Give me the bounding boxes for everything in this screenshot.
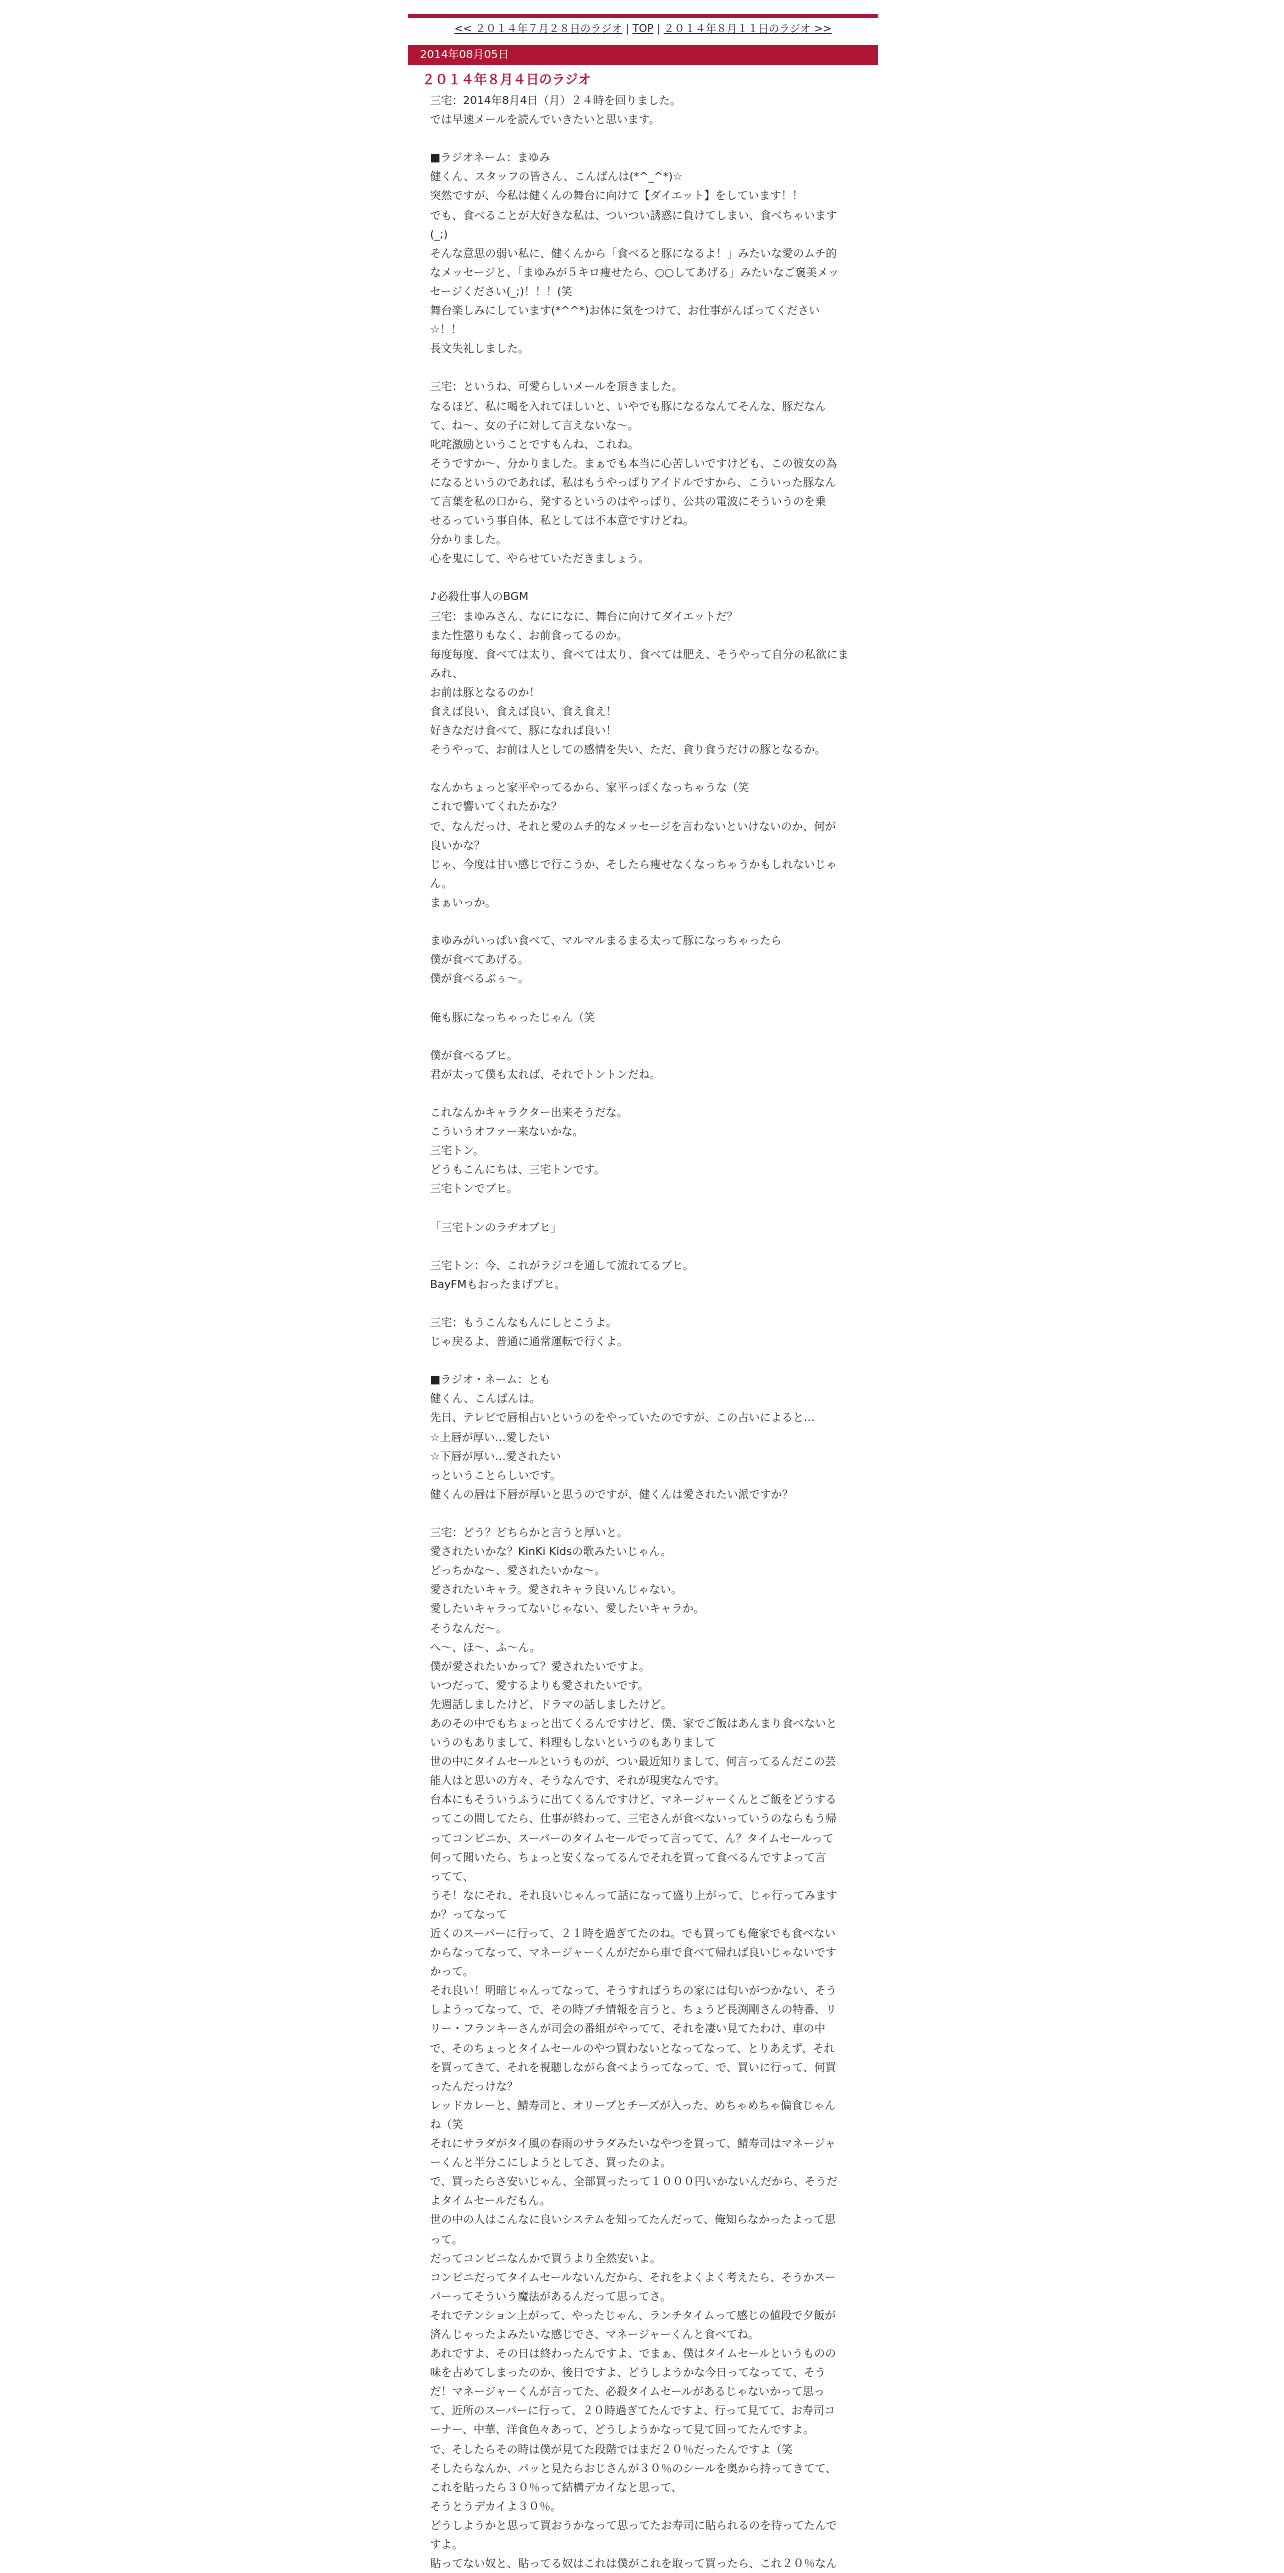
body-line: まゆみがいっぱい食べて、マルマルまるまる太って豚になっちゃったら <box>430 934 782 948</box>
body-line: それ良い！明暗じゃんってなって、そうすればうちの家には匂いがつかない、そう <box>430 1984 837 1998</box>
body-line: って。 <box>430 2232 463 2246</box>
body-line <box>430 358 878 377</box>
body-line: すよ。 <box>430 2538 463 2551</box>
body-line: ■ラジオネーム：まゆみ <box>430 151 551 165</box>
body-line: そしたらなんか、パッと見たらおじさんが３０％のシールを奥から持ってきてて、 <box>430 2461 837 2475</box>
body-line: ってこの間してたら、仕事が終わって、三宅さんが食べないっていうのならもう帰 <box>430 1812 837 1826</box>
body-line: じゃ戻るよ、普通に通常運転で行くよ。 <box>430 1335 628 1349</box>
body-line: 三宅：2014年8月4日（月）２４時を回りました。 <box>430 94 681 107</box>
body-line: て、近所のスーパーに行って、２０時過ぎてたんですよ、行って見てて、お寿司コ <box>430 2404 836 2418</box>
body-line: こういうオファー来ないかな。 <box>430 1125 584 1139</box>
body-line: 能人はと思いの方々、そうなんです、それが現実なんです。 <box>430 1774 726 1788</box>
body-line: 世の中の人はこんなに良いシステムを知ってたんだって、俺知らなかったよって思 <box>430 2213 836 2227</box>
body-line: 「三宅トンのラヂオブヒ」 <box>430 1220 562 1234</box>
body-line: 心を鬼にして、やらせていただきましょう。 <box>430 552 650 566</box>
body-line: 食えば良い、食えば良い、食え食え！ <box>430 705 617 718</box>
body-line: そうですか～、分かりました。まぁでも本当に心苦しいですけども、この彼女の為 <box>430 456 837 470</box>
body-line: なんかちょっと家平やってるから、家平っぽくなっちゃうな（笑 <box>430 781 749 795</box>
body-line: また性懲りもなく、お前食ってるのか。 <box>430 628 628 642</box>
body-line: 貼ってない奴と、貼ってる奴はこれは僕がこれを取って買ったら、これ２０％なん <box>430 2557 837 2571</box>
body-line <box>430 1198 878 1217</box>
body-line: で、なんだっけ、それと愛のムチ的なメッセージを言わないといけないのか、何が <box>430 819 836 833</box>
top-link[interactable]: TOP <box>632 23 654 35</box>
body-line: ーナー、中華、洋食色々あって、どうしようかなって見て回ってたんですよ。 <box>430 2423 815 2437</box>
body-line: 三宅：どう？どちらかと言うと厚いと。 <box>430 1526 628 1540</box>
body-line: ♪必殺仕事人のBGM <box>430 590 529 604</box>
body-line: しようってなって、で、その時プチ情報を言うと、ちょうど長渕剛さんの特番、リ <box>430 2003 837 2017</box>
body-line: どうもこんにちは、三宅トンです。 <box>430 1163 606 1177</box>
body-line: 三宅トンでブヒ。 <box>430 1182 518 1196</box>
body-line: どうしようかと思って買おうかなって思ってたお寿司に貼られるのを待ってたんで <box>430 2518 837 2532</box>
body-line: ってて、 <box>430 1869 474 1883</box>
body-line: BayFMもおったまげブヒ。 <box>430 1277 566 1291</box>
entry-body <box>430 91 878 2573</box>
body-line: 先週話しましたけど、ドラマの話しましたけど。 <box>430 1697 672 1711</box>
body-line: 済んじゃったよみたいな感じでさ、マネージャーくんと食べてね。 <box>430 2327 760 2341</box>
body-line <box>430 912 878 931</box>
body-line: (_;) <box>430 227 448 241</box>
body-line: 三宅トン。 <box>430 1144 485 1158</box>
body-line: だ！マネージャーくんが言ってた、必殺タイムセールがあるじゃないかって思っ <box>430 2385 825 2399</box>
body-line: ☆上唇が厚い…愛したい <box>430 1430 550 1444</box>
body-line: 突然ですが、今私は健くんの舞台に向けて【ダイエット】をしています！！ <box>430 189 804 203</box>
body-line: それにサラダがタイ風の春雨のサラダみたいなやつを買って、鯖寿司はマネージャ <box>430 2137 836 2151</box>
body-line: 僕が食べてあげる。 <box>430 953 529 967</box>
prev-entry-link[interactable]: << ２０１４年７月２８日のラジオ <box>454 23 623 35</box>
body-line: コンビニだってタイムセールないんだから、それをよくよく考えたら、そうかスー <box>430 2270 836 2284</box>
body-line <box>430 1027 878 1046</box>
body-line: ってコンビニか、スーパーのタイムセールでって言ってて、ん？タイムセールって <box>430 1831 834 1845</box>
body-line: これで響いてくれたかな？ <box>430 800 562 814</box>
body-line: お前は豚となるのか！ <box>430 685 540 699</box>
body-line: か？ってなって <box>430 1907 507 1921</box>
nav-separator: | <box>656 23 661 35</box>
body-line: まぁいっか。 <box>430 895 496 909</box>
body-line: 健くん、スタッフの皆さん、こんばんは(*^_^*)☆ <box>430 170 683 184</box>
body-line: 叱咤激励ということですもんね、これね。 <box>430 437 639 451</box>
body-line: そうとうデカイよ３０％。 <box>430 2499 562 2513</box>
body-line: そうなんだ～。 <box>430 1621 507 1635</box>
body-line: 先日、テレビで唇相占いというのをやっていたのですが、この占いによると… <box>430 1411 815 1425</box>
body-line: でも、食べることが大好きな私は、ついつい誘惑に負けてしまい、食べちゃいます <box>430 208 837 222</box>
body-line: かって。 <box>430 1965 474 1979</box>
body-line: よタイムセールだもん。 <box>430 2194 551 2208</box>
body-line: では早速メールを読んでいきたいと思います。 <box>430 113 660 127</box>
body-line: 三宅：もうこんなもんにしとこうよ。 <box>430 1316 617 1329</box>
body-line <box>430 988 878 1007</box>
body-line: それでテンション上がって、やったじゃん、ランチタイムって感じの値段で夕飯が <box>430 2308 836 2322</box>
body-line: 愛したいキャラってないじゃない、愛したいキャラか。 <box>430 1602 705 1616</box>
body-line <box>430 1084 878 1103</box>
body-line: なメッセージと、「まゆみが５キロ痩せたら、○○してあげる」みたいなご褒美メッ <box>430 265 840 279</box>
body-line: じゃ、今度は甘い感じで行こうか、そしたら痩せなくなっちゃうかもしれないじゃ <box>430 857 837 871</box>
body-line <box>430 759 878 778</box>
body-line: ったんだっけな？ <box>430 2079 518 2093</box>
body-line: 健くんの唇は下唇が厚いと思うのですが、健くんは愛されたい派ですか？ <box>430 1487 793 1501</box>
body-line: みれ、 <box>430 666 464 680</box>
body-line: 世の中にタイムセールというものが、つい最近知りまして、何言ってるんだこの芸 <box>430 1755 836 1769</box>
body-line: 君が太って僕も太れば、それでトントンだね。 <box>430 1067 661 1081</box>
entry-date-bar: 2014年08月05日 <box>408 45 878 65</box>
body-line: へ～、ほ～、ふ～ん。 <box>430 1640 541 1654</box>
body-line: せるっていう事自体、私としては不本意ですけどね。 <box>430 514 694 528</box>
body-line: パーってそういう魔法があるんだって思ってさ。 <box>430 2289 672 2303</box>
body-line: っということらしいです。 <box>430 1468 562 1482</box>
body-line: 舞台楽しみにしています(*^^*)お体に気をつけて、お仕事がんばってください <box>430 304 820 318</box>
body-line: 俺も豚になっちゃったじゃん（笑 <box>430 1010 595 1024</box>
body-line: あのその中でもちょっと出てくるんですけど、僕、家でご飯はあんまり食べないと <box>430 1716 837 1730</box>
body-line: ■ラジオ・ネーム：とも <box>430 1373 551 1387</box>
body-line: 長文失礼しました。 <box>430 342 529 356</box>
body-line: あれですよ、その日は終わったんですよ、でまぁ、僕はタイムセールというものの <box>430 2347 837 2361</box>
body-line: レッドカレーと、鯖寿司と、オリーブとチーズが入った、めちゃめちゃ偏食じゃん <box>430 2098 836 2112</box>
body-line: 三宅トン：今、これがラジコを通して流れてるブヒ。 <box>430 1258 694 1272</box>
body-line <box>430 1237 878 1256</box>
body-line <box>430 129 878 148</box>
body-line: 三宅：というね、可愛らしいメールを頂きました。 <box>430 380 683 394</box>
body-line <box>430 1351 878 1370</box>
body-line: そんな意思の弱い私に、健くんから「食べると豚になるよ！」みたいな愛のムチ的 <box>430 246 837 260</box>
body-line: 健くん、こんばんは。 <box>430 1392 541 1406</box>
body-line: ☆！！ <box>430 323 462 337</box>
body-line <box>430 568 878 587</box>
body-line <box>430 1294 878 1313</box>
entry-navigation <box>408 20 878 38</box>
body-line: うそ！なにそれ、それ良いじゃんって話になって盛り上がって、じゃ行ってみます <box>430 1888 838 1902</box>
body-line: で、そのちょっとタイムセールのやつ買わないとなってなって、とりあえず、それ <box>430 2041 835 2055</box>
body-line: そうやって、お前は人としての感情を失い、ただ、貪り食うだけの豚となるか。 <box>430 743 826 757</box>
body-line <box>430 1504 878 1523</box>
body-line: これを貼ったら３０％って結構デカイなと思って、 <box>430 2480 683 2494</box>
body-line: 好きなだけ食べて、豚になれば良い！ <box>430 724 617 738</box>
body-line: て言葉を私の口から、発するというのはやっぱり、公共の電波にそういうのを乗 <box>430 494 826 508</box>
body-line: ね（笑 <box>430 2117 463 2131</box>
body-line: なるほど、私に喝を入れてほしいと、いやでも豚になるなんてそんな、豚だなん <box>430 399 826 413</box>
blog-page <box>408 0 878 2573</box>
body-line: 愛されたいキャラ。愛されキャラ良いんじゃない。 <box>430 1583 683 1597</box>
body-line: からなってなって、マネージャーくんがだから車で食べて帰れば良いじゃないです <box>430 1946 837 1960</box>
next-entry-link[interactable]: ２０１４年８月１１日のラジオ >> <box>663 23 832 35</box>
body-line: 良いかな？ <box>430 838 485 852</box>
body-line: 僕が食べるブヒ。 <box>430 1048 518 1062</box>
body-line: だってコンビニなんかで買うより全然安いよ。 <box>430 2251 661 2265</box>
body-line: 味を占めてしまったのか、後日ですよ、どうしようかな今日ってなってて、そう <box>430 2366 826 2380</box>
body-line: 近くのスーパーに行って、２１時を過ぎてたのね。でも買っても俺家でも食べない <box>430 1927 836 1940</box>
body-line: になるというのであれば、私はもうやっぱりアイドルですから、こういった豚なん <box>430 475 837 489</box>
body-line: ーくんと半分こにしようとしてさ、買ったのよ。 <box>430 2156 672 2170</box>
body-line: どっちかな～、愛されたいかな～。 <box>430 1564 606 1578</box>
body-line: ☆下唇が厚い…愛されたい <box>430 1449 561 1463</box>
body-line: て、ね～、女の子に対して言えないな～。 <box>430 418 639 432</box>
body-line: 三宅：まゆみさん、なにになに、舞台に向けてダイエットだ？ <box>430 609 738 623</box>
body-line: で、買ったらさ安いじゃん、全部買ったって１０００円いかないんだから、そうだ <box>430 2175 838 2189</box>
body-line: で、そしたらその時は僕が見てた段階ではまだ２０％だったんですよ（笑 <box>430 2442 793 2456</box>
body-line: これなんかキャラクター出来そうだな。 <box>430 1105 628 1119</box>
body-line: セージください(_;)！！！(笑 <box>430 284 573 298</box>
body-line: 分かりました。 <box>430 533 507 547</box>
body-line: 僕が愛されたいかって？愛されたいですよ。 <box>430 1659 650 1673</box>
body-line: 台本にもそういうふうに出てくるんですけど、マネージャーくんとご飯をどうする <box>430 1793 837 1807</box>
body-line: を買ってきて、それを視聴しながら食べようってなって、で、買いに行って、何買 <box>430 2060 837 2074</box>
top-rule <box>408 14 878 18</box>
entry-title: ２０１４年８月４日のラジオ <box>422 73 592 88</box>
nav-separator: | <box>625 23 630 35</box>
body-line: いうのもありまして、料理もしないというのもありまして <box>430 1736 716 1750</box>
body-line: 愛されたいかな？KinKi Kidsの歌みたいじゃん。 <box>430 1545 672 1559</box>
body-line: いつだって、愛するよりも愛されたいです。 <box>430 1678 649 1692</box>
body-line: 僕が食べるぶぅ～。 <box>430 972 529 986</box>
body-line: ん。 <box>430 876 453 890</box>
body-line: リー・フランキーさんが司会の番組がやってて、それを凄い見てたわけ、車の中 <box>430 2022 826 2036</box>
body-line: 何って聞いたら、ちょっと安くなってるんでそれを買って食べるんですよって言 <box>430 1850 826 1864</box>
body-line: 毎度毎度、食べては太り、食べては太り、食べては肥え、そうやって自分の私欲にま <box>430 647 849 661</box>
